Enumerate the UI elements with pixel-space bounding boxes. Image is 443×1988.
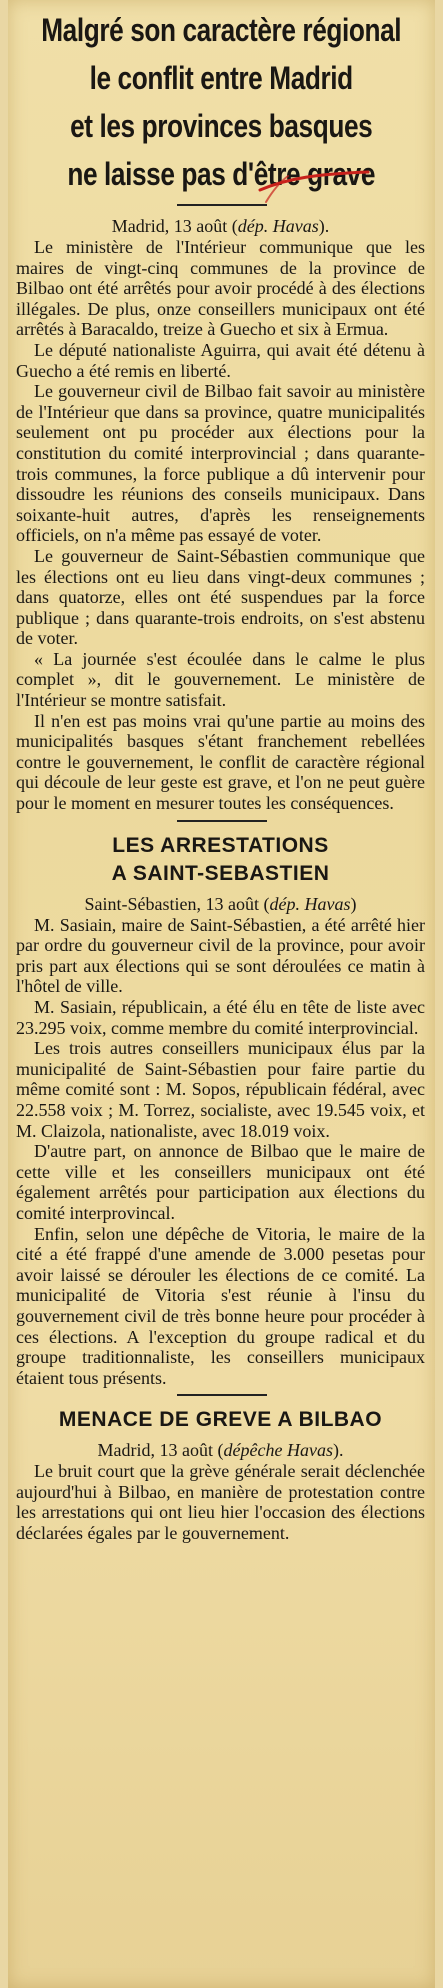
article-main-paragraph: « La journée s'est écoulée dans le calme le plus complet », dit le gouvernement. Le ministère de l'Intérieur se montre satisfait.	[16, 648, 425, 711]
article-main-paragraph: Le gouverneur civil de Bilbao fait savoir au ministère de l'Intérieur que dans sa province, quatre municipalités seulement ont pu procéder aux élections pour la constitution du comité interprovincial ; dans quarante-trois communes, la force publique a dû intervenir pour dissoudre les réunions des conseils municipaux. Dans soixante-huit autres, d'après les renseignements officiels, on n'a même pas essayé de voter.	[16, 381, 425, 546]
article-arrestations-paragraph: M. Sasiain, maire de Saint-Sébastien, a été arrêté hier par ordre du gouverneur civil de la province, pour avoir pris part aux élections qui se sont déroulées ce matin à l'hôtel de ville.	[16, 914, 425, 997]
headline-line-4: ne laisse pas d'être grave	[67, 156, 376, 192]
article-arrestations-dateline: Saint-Sébastien, 13 août (dép. Havas)	[84, 893, 357, 914]
article-main-paragraph: Le gouverneur de Saint-Sébastien communique que les élections ont eu lieu dans vingt-deux communes ; dans quatorze, elles ont été suspendues par la force publique ; dans quarante-trois endroits, on s'est abstenu de voter.	[16, 545, 425, 649]
headline-line-3: et les provinces basques	[70, 108, 373, 144]
headline	[11, 0, 431, 198]
article-arrestations-paragraph: D'autre part, on annonce de Bilbao que le maire de cette ville et les conseillers municipaux ont été également arrêtés pour participation aux élections du comité interprovincal.	[16, 1141, 425, 1223]
headline-rule	[177, 204, 267, 206]
section-rule	[177, 820, 267, 822]
headline-line-2: le conflit entre Madrid	[89, 60, 354, 96]
article-greve	[8, 1406, 435, 1543]
newspaper-clipping	[8, 0, 435, 1988]
article-main-paragraph: Le ministère de l'Intérieur communique que les maires de vingt-cinq communes de la province de Bilbao ont été arrêtés pour avoir procédé à des élections illégales. De plus, onze conseillers municipaux ont été arrêtés à Baracaldo, treize à Guecho et six à Ermua.	[16, 237, 425, 340]
article-arrestations	[8, 832, 435, 1389]
headline-line-1: Malgré son caractère régional	[41, 12, 402, 48]
article-greve-title: MENACE DE GREVE A BILBAO	[58, 1408, 383, 1432]
section-rule	[177, 1394, 267, 1396]
article-main-paragraph: Le député nationaliste Aguirra, qui avait été détenu à Guecho a été remis en liberté.	[16, 339, 425, 381]
article-greve-paragraph: Le bruit court que la grève générale serait déclenchée aujourd'hui à Bilbao, en manière de protestation contre les arrestations qui ont lieu hier l'occasion des élections déclarées égales par le gouvernement.	[16, 1461, 425, 1544]
article-main	[8, 216, 435, 814]
article-greve-dateline: Madrid, 13 août (dépêche Havas).	[97, 1440, 344, 1461]
article-main-dateline: Madrid, 13 août (dép. Havas).	[111, 216, 330, 236]
article-arrestations-paragraph: M. Sasiain, républicain, a été élu en tête de liste avec 23.295 voix, comme membre du comité interprovincial.	[16, 997, 425, 1038]
article-arrestations-title: LES ARRESTATIONS A SAINT-SEBASTIEN	[111, 833, 330, 885]
article-arrestations-paragraph: Enfin, selon une dépêche de Vitoria, le maire de la cité a été frappé d'une amende de 3.000 pesetas pour avoir laissé se dérouler les élections de ce comité. La municipalité de Vitoria s'est réunie à l'insu du gouvernement civil de très bonne heure pour procéder à ces élections. A l'exception du groupe radical et du groupe traditionnaliste, les conseillers municipaux étaient tous présents.	[16, 1223, 425, 1388]
article-arrestations-paragraph: Les trois autres conseillers municipaux élus par la municipalité de Saint-Sébastien pour faire partie du même comité sont : M. Sopos, républicain fédéral, avec 22.558 voix ; M. Torrez, socialiste, avec 19.545 voix, et M. Claizola, nationaliste, avec 18.019 voix.	[16, 1038, 425, 1141]
article-main-paragraph: Il n'en est pas moins vrai qu'une partie au moins des municipalités basques s'étant franchement rebellées contre le gouvernement, le conflit de caractère régional qui découle de leur geste est grave, et l'on ne peut guère pour le moment en mesurer toutes les conséquences.	[16, 710, 425, 814]
